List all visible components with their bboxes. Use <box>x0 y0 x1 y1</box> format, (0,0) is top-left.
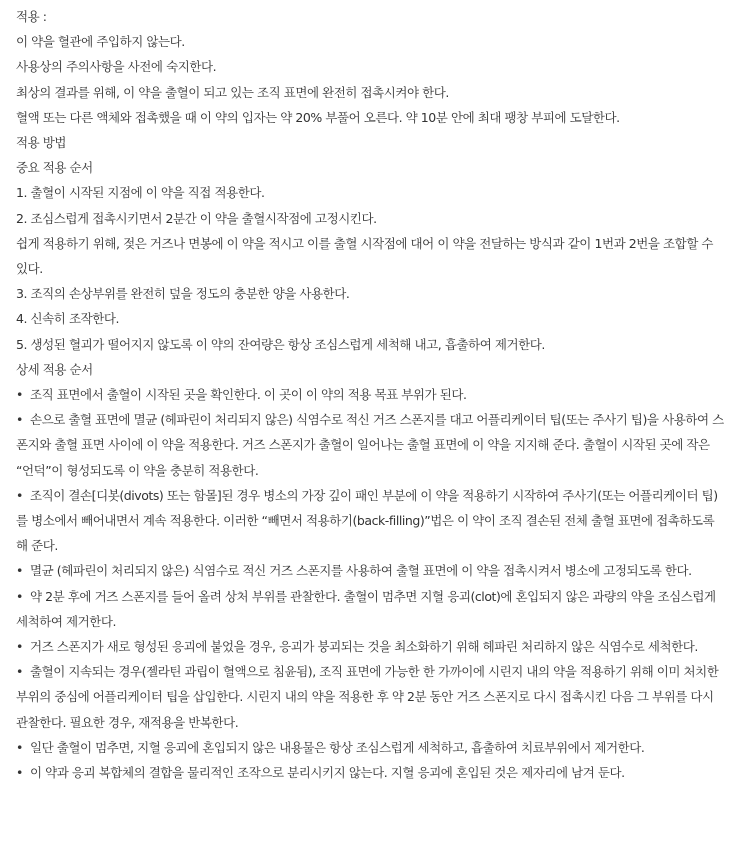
detail-text: 일단 출혈이 멈추면, 지혈 응괴에 혼입되지 않은 내용물은 항상 조심스럽게 세척하고, 흡출하여 치료부위에서 제거한다. <box>30 739 645 755</box>
step-item: 2. 조심스럽게 접촉시키면서 2분간 이 약을 출혈시작점에 고정시킨다. <box>16 210 377 226</box>
detail-text: 멸균 (헤파린이 처리되지 않은) 식염수로 적신 거즈 스폰지를 사용하여 출혈 표면에 이 약을 접촉시켜서 병소에 고정되도록 한다. <box>30 563 692 579</box>
bullet-icon: • <box>16 387 23 403</box>
detail-text: 약 2분 후에 거즈 스폰지를 들어 올려 상처 부위를 관찰한다. 출혈이 멈추면 지혈 응괴(clot)에 혼입되지 않은 과량의 약을 조심스럽게 세척하여 제거한다. <box>16 588 716 629</box>
bullet-icon: • <box>16 664 23 680</box>
detail-bullet-item <box>16 659 727 735</box>
bullet-icon: • <box>16 588 23 604</box>
detail-bullet-item <box>16 558 727 583</box>
detail-bullet-item <box>16 382 727 407</box>
detail-bullet-item <box>16 584 727 634</box>
bullet-icon: • <box>16 412 23 428</box>
detail-bullet-item <box>16 407 727 483</box>
step-note: 쉽게 적용하기 위해, 젖은 거즈나 면봉에 이 약을 적시고 이를 출혈 시작점에 대어 이 약을 전달하는 방식과 같이 1번과 2번을 조합할 수 있다. <box>16 235 714 277</box>
indication-item: 혈액 또는 다른 액체와 접촉했을 때 이 약의 입자는 약 20% 부풀어 오른다. 약 10분 안에 최대 팽창 부피에 도달한다. <box>16 109 620 125</box>
bullet-icon: • <box>16 487 23 503</box>
detail-bullet-item <box>16 735 727 760</box>
detail-text: 조직이 결손[디봇(divots) 또는 함몰]된 경우 병소의 가장 깊이 패인 부분에 이 약을 적용하기 시작하여 주사기(또는 어플리케이터 팁)를 병소에서 빼어내면서 계속 적용한다. 이러한 “빼면서 적용하기(back-filling)”법은 이 약이 조직 결손된 전체 출혈 표면에 접촉하도록 해 준다. <box>16 487 718 554</box>
bullet-icon: • <box>16 765 23 781</box>
detail-text: 출혈이 지속되는 경우(젤라틴 과립이 혈액으로 침윤됨), 조직 표면에 가능한 한 가까이에 시린지 내의 약을 적용하기 위해 이미 처치한 부위의 중심에 어플리케이터 팁을 삽입한다. 시린지 내의 약을 적용한 후 약 2분 동안 거즈 스폰지로 다시 접촉시킨 다음 그 부위를 다시 관찰한다. 필요한 경우, 재적용을 반복한다. <box>16 664 719 730</box>
method-heading: 적용 방법 <box>16 135 67 151</box>
step-item: 5. 생성된 혈괴가 떨어지지 않도록 이 약의 잔여량은 항상 조심스럽게 세척해 내고, 흡출하여 제거한다. <box>16 336 545 352</box>
indication-item: 최상의 결과를 위해, 이 약을 출혈이 되고 있는 조직 표면에 완전히 접촉시켜야 한다. <box>16 84 449 100</box>
detail-order-heading: 상세 적용 순서 <box>16 361 93 377</box>
detail-text: 손으로 출혈 표면에 멸균 (헤파린이 처리되지 않은) 식염수로 적신 거즈 스폰지를 대고 어플리케이터 팁(또는 주사기 팁)을 사용하여 스폰지와 출혈 표면 사이에 이 약을 적용한다. 거즈 스폰지가 출혈이 일어나는 출혈 표면에 이 약을 지지해 준다. 출혈이 시작된 곳에 작은 “언덕”이 형성되도록 이 약을 충분히 적용한다. <box>16 412 724 478</box>
step-item: 1. 출혈이 시작된 지점에 이 약을 직접 적용한다. <box>16 185 265 201</box>
important-order-heading: 중요 적용 순서 <box>16 160 93 176</box>
detail-bullet-item <box>16 483 727 559</box>
detail-text: 조직 표면에서 출혈이 시작된 곳을 확인한다. 이 곳이 이 약의 적용 목표 부위가 된다. <box>30 387 467 403</box>
step-item: 3. 조직의 손상부위를 완전히 덮을 정도의 충분한 양을 사용한다. <box>16 286 350 302</box>
detail-bullet-item <box>16 760 727 785</box>
detail-text: 거즈 스폰지가 새로 형성된 응괴에 붙었을 경우, 응괴가 붕괴되는 것을 최소화하기 위해 헤파린 처리하지 않은 식염수로 세척한다. <box>30 639 698 655</box>
indication-item: 사용상의 주의사항을 사전에 숙지한다. <box>16 59 217 75</box>
detail-bullet-item <box>16 634 727 659</box>
bullet-icon: • <box>16 639 23 655</box>
step-item: 4. 신속히 조작한다. <box>16 311 119 327</box>
indications-heading: 적용 : <box>16 9 47 24</box>
bullet-icon: • <box>16 563 23 579</box>
bullet-icon: • <box>16 739 23 755</box>
indication-item: 이 약을 혈관에 주입하지 않는다. <box>16 34 185 50</box>
detail-text: 이 약과 응괴 복합체의 결합을 물리적인 조작으로 분리시키지 않는다. 지혈 응괴에 혼입된 것은 제자리에 남겨 둔다. <box>30 765 625 781</box>
